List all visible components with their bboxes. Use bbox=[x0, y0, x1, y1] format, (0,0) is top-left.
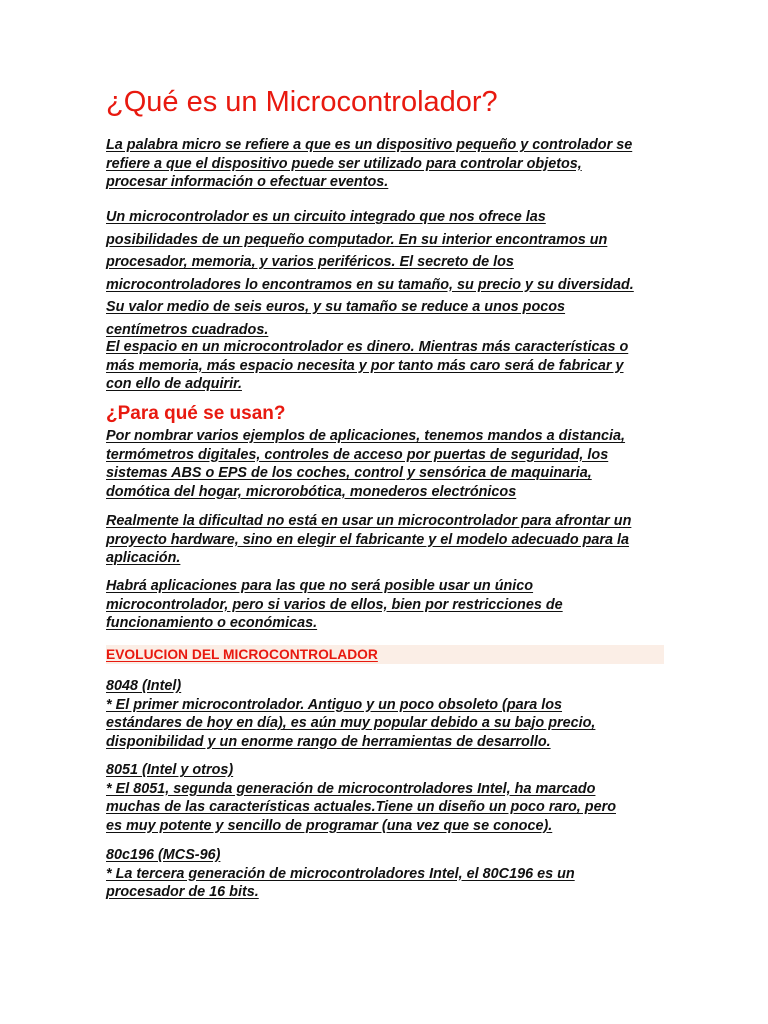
intro-paragraph-2 bbox=[106, 206, 666, 341]
uses-paragraph-2 bbox=[106, 512, 666, 568]
text-line: muchas de las características actuales.Tiene un diseño un poco raro, pero bbox=[106, 799, 616, 815]
text-line: * La tercera generación de microcontroladores Intel, el 80C196 es un bbox=[106, 865, 575, 882]
text-line: La palabra micro se refiere a que es un dispositivo pequeño y controlador se bbox=[106, 137, 633, 153]
section-heading-evolution: EVOLUCION DEL MICROCONTROLADOR bbox=[106, 647, 378, 662]
text-line: * El 8051, segunda generación de microcontroladores Intel, ha marcado bbox=[106, 780, 596, 797]
text-line: Realmente la dificultad no está en usar un microcontrolador para afrontar un bbox=[106, 513, 632, 529]
text-line: estándares de hoy en día), es aún muy popular debido a su bajo precio, bbox=[106, 715, 596, 731]
text-line: Su valor medio de seis euros, y su tamaño se reduce a unos pocos bbox=[106, 299, 566, 315]
text-line: disponibilidad y un enorme rango de herramientas de desarrollo. bbox=[106, 733, 551, 750]
intro-paragraph-1 bbox=[106, 136, 666, 192]
item-title: 8048 (Intel) bbox=[106, 678, 182, 694]
uses-paragraph-1 bbox=[106, 427, 666, 501]
text-line: sistemas ABS o EPS de los coches, control y sensórica de maquinaria, bbox=[106, 465, 592, 481]
section-heading-uses: ¿Para qué se usan? bbox=[106, 403, 286, 424]
intro-paragraph-3 bbox=[106, 338, 666, 394]
text-line: aplicación. bbox=[106, 550, 181, 566]
text-line: con ello de adquirir. bbox=[106, 376, 242, 392]
text-line: procesador de 16 bits. bbox=[106, 884, 259, 900]
text-line: refiere a que el dispositivo puede ser utilizado para controlar objetos, bbox=[106, 155, 582, 172]
text-line: proyecto hardware, sino en elegir el fabricante y el modelo adecuado para la bbox=[106, 531, 630, 548]
text-line: Habrá aplicaciones para las que no será posible usar un único bbox=[106, 578, 534, 594]
text-line: procesador, memoria, y varios periféricos. El secreto de los bbox=[106, 254, 514, 270]
evolution-item-8051 bbox=[106, 761, 666, 835]
text-line: centímetros cuadrados. bbox=[106, 321, 269, 338]
text-line: es muy potente y sencillo de programar (una vez que se conoce). bbox=[106, 817, 553, 834]
text-line: En su interior encontramos un bbox=[394, 231, 608, 248]
text-line: * El primer microcontrolador. Antiguo y un poco obsoleto (para los bbox=[106, 696, 563, 713]
text-line: termómetros digitales, controles de acceso por puertas de seguridad, los bbox=[106, 446, 609, 463]
text-line: domótica del hogar, microrobótica, monederos electrónicos bbox=[106, 483, 517, 500]
text-line: posibilidades de un pequeño computador. bbox=[106, 231, 395, 248]
text-line: El espacio en un microcontrolador es dinero. Mientras más características o bbox=[106, 339, 629, 355]
text-line: procesar información o efectuar eventos. bbox=[106, 174, 389, 190]
text-line: microcontrolador, pero si varios de ellos, bien por restricciones de bbox=[106, 596, 563, 613]
text-line: más memoria, más espacio necesita y por tanto más caro será de fabricar y bbox=[106, 357, 624, 374]
text-line: funcionamiento o económicas. bbox=[106, 615, 318, 631]
evolution-item-80c196 bbox=[106, 846, 666, 902]
text-line: Un microcontrolador es un circuito integrado que nos ofrece las bbox=[106, 209, 546, 225]
text-line: Por nombrar varios ejemplos de aplicaciones, tenemos mandos a distancia, bbox=[106, 428, 626, 444]
item-title: 8051 (Intel y otros) bbox=[106, 762, 234, 778]
text-line: microcontroladores lo encontramos en su tamaño, su precio y su diversidad. bbox=[106, 276, 634, 293]
uses-section bbox=[106, 403, 666, 425]
item-title: 80c196 (MCS-96) bbox=[106, 847, 221, 863]
uses-paragraph-3 bbox=[106, 577, 666, 633]
evolution-item-8048 bbox=[106, 677, 666, 751]
page-title: ¿Qué es un Microcontrolador? bbox=[106, 86, 498, 118]
